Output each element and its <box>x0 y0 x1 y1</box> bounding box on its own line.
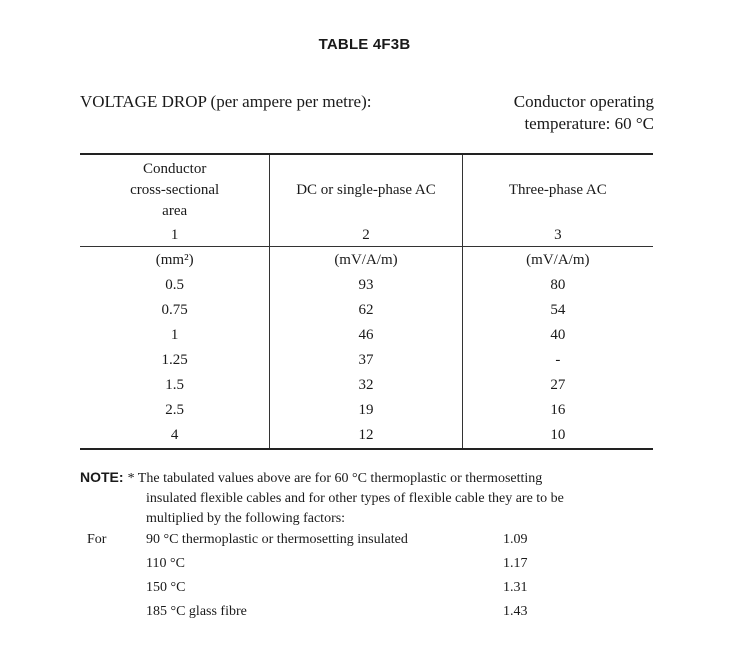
table-row <box>80 298 653 323</box>
table-row <box>80 273 653 298</box>
column-number: 1 <box>80 225 270 247</box>
factor-value: 1.09 <box>503 532 528 547</box>
table-title: TABLE 4F3B <box>318 36 411 53</box>
factor-description: 90 °C thermoplastic or thermosetting insulated <box>146 532 408 547</box>
table-cell: 46 <box>270 323 462 348</box>
table-row <box>80 323 653 348</box>
header-conductor-line-1: Conductor <box>143 160 207 177</box>
table-cell: 40 <box>550 327 566 343</box>
note-line-1: * The tabulated values above are for 60 °C thermoplastic or thermosetting <box>127 471 543 486</box>
table-cell: 93 <box>270 273 462 298</box>
header-conductor-area <box>80 154 270 225</box>
note-label: NOTE: <box>80 469 124 485</box>
table-cell: 62 <box>270 298 462 323</box>
table-cell: 2.5 <box>80 398 270 423</box>
factor-row <box>87 528 563 552</box>
for-label: For <box>87 532 107 547</box>
table-cell: 27 <box>550 377 566 393</box>
factor-row <box>87 576 563 600</box>
table-cell: 32 <box>270 373 462 398</box>
factor-value: 1.17 <box>503 556 528 571</box>
table-row <box>80 348 653 373</box>
table-cell: 1.5 <box>80 373 270 398</box>
note-block <box>80 467 660 529</box>
factor-description: 185 °C glass fibre <box>146 604 247 619</box>
operating-temp-line-1: Conductor operating <box>513 92 654 111</box>
column-number: 2 <box>270 225 462 247</box>
table-cell: 10 <box>462 423 653 449</box>
operating-temp-line-2: temperature: 60 °C <box>524 114 654 133</box>
table-cell: 80 <box>550 277 566 293</box>
operating-temperature <box>514 91 654 135</box>
table-cell: 0.75 <box>80 298 270 323</box>
table-cell: 37 <box>270 348 462 373</box>
table-row <box>80 373 653 398</box>
table-cell: 19 <box>270 398 462 423</box>
factor-row <box>87 600 563 624</box>
header-conductor-line-3: area <box>162 202 188 219</box>
note-line-2: insulated flexible cables and for other types of flexible cable they are to be <box>146 491 564 506</box>
factor-value: 1.43 <box>503 604 528 619</box>
factor-description: 150 °C <box>146 580 186 595</box>
table-cell: - <box>555 352 561 368</box>
table-cell: 12 <box>270 423 462 449</box>
table-cell: 1 <box>80 323 270 348</box>
unit-cell: (mV/A/m) <box>526 251 590 268</box>
unit-cell: (mm²) <box>80 247 270 274</box>
factor-row <box>87 552 563 576</box>
table-cell: 16 <box>550 402 566 418</box>
factor-value: 1.31 <box>503 580 528 595</box>
table-row <box>80 398 653 423</box>
header-three-phase: Three-phase AC <box>462 154 653 225</box>
factor-description: 110 °C <box>146 556 185 571</box>
table-subtitle: VOLTAGE DROP (per ampere per metre): <box>80 92 372 111</box>
table-row <box>80 423 653 449</box>
table-cell: 4 <box>80 423 270 449</box>
header-conductor-line-2: cross-sectional <box>130 181 220 198</box>
units-row <box>80 247 653 274</box>
column-number: 3 <box>462 225 653 247</box>
multiplication-factors-table <box>87 528 563 624</box>
header-dc-single-phase: DC or single-phase AC <box>270 154 462 225</box>
table-cell: 54 <box>550 302 566 318</box>
unit-cell: (mV/A/m) <box>270 247 462 274</box>
voltage-drop-table <box>80 153 653 450</box>
note-line-3: multiplied by the following factors: <box>146 511 346 526</box>
table-cell: 1.25 <box>80 348 270 373</box>
table-cell: 0.5 <box>80 273 270 298</box>
